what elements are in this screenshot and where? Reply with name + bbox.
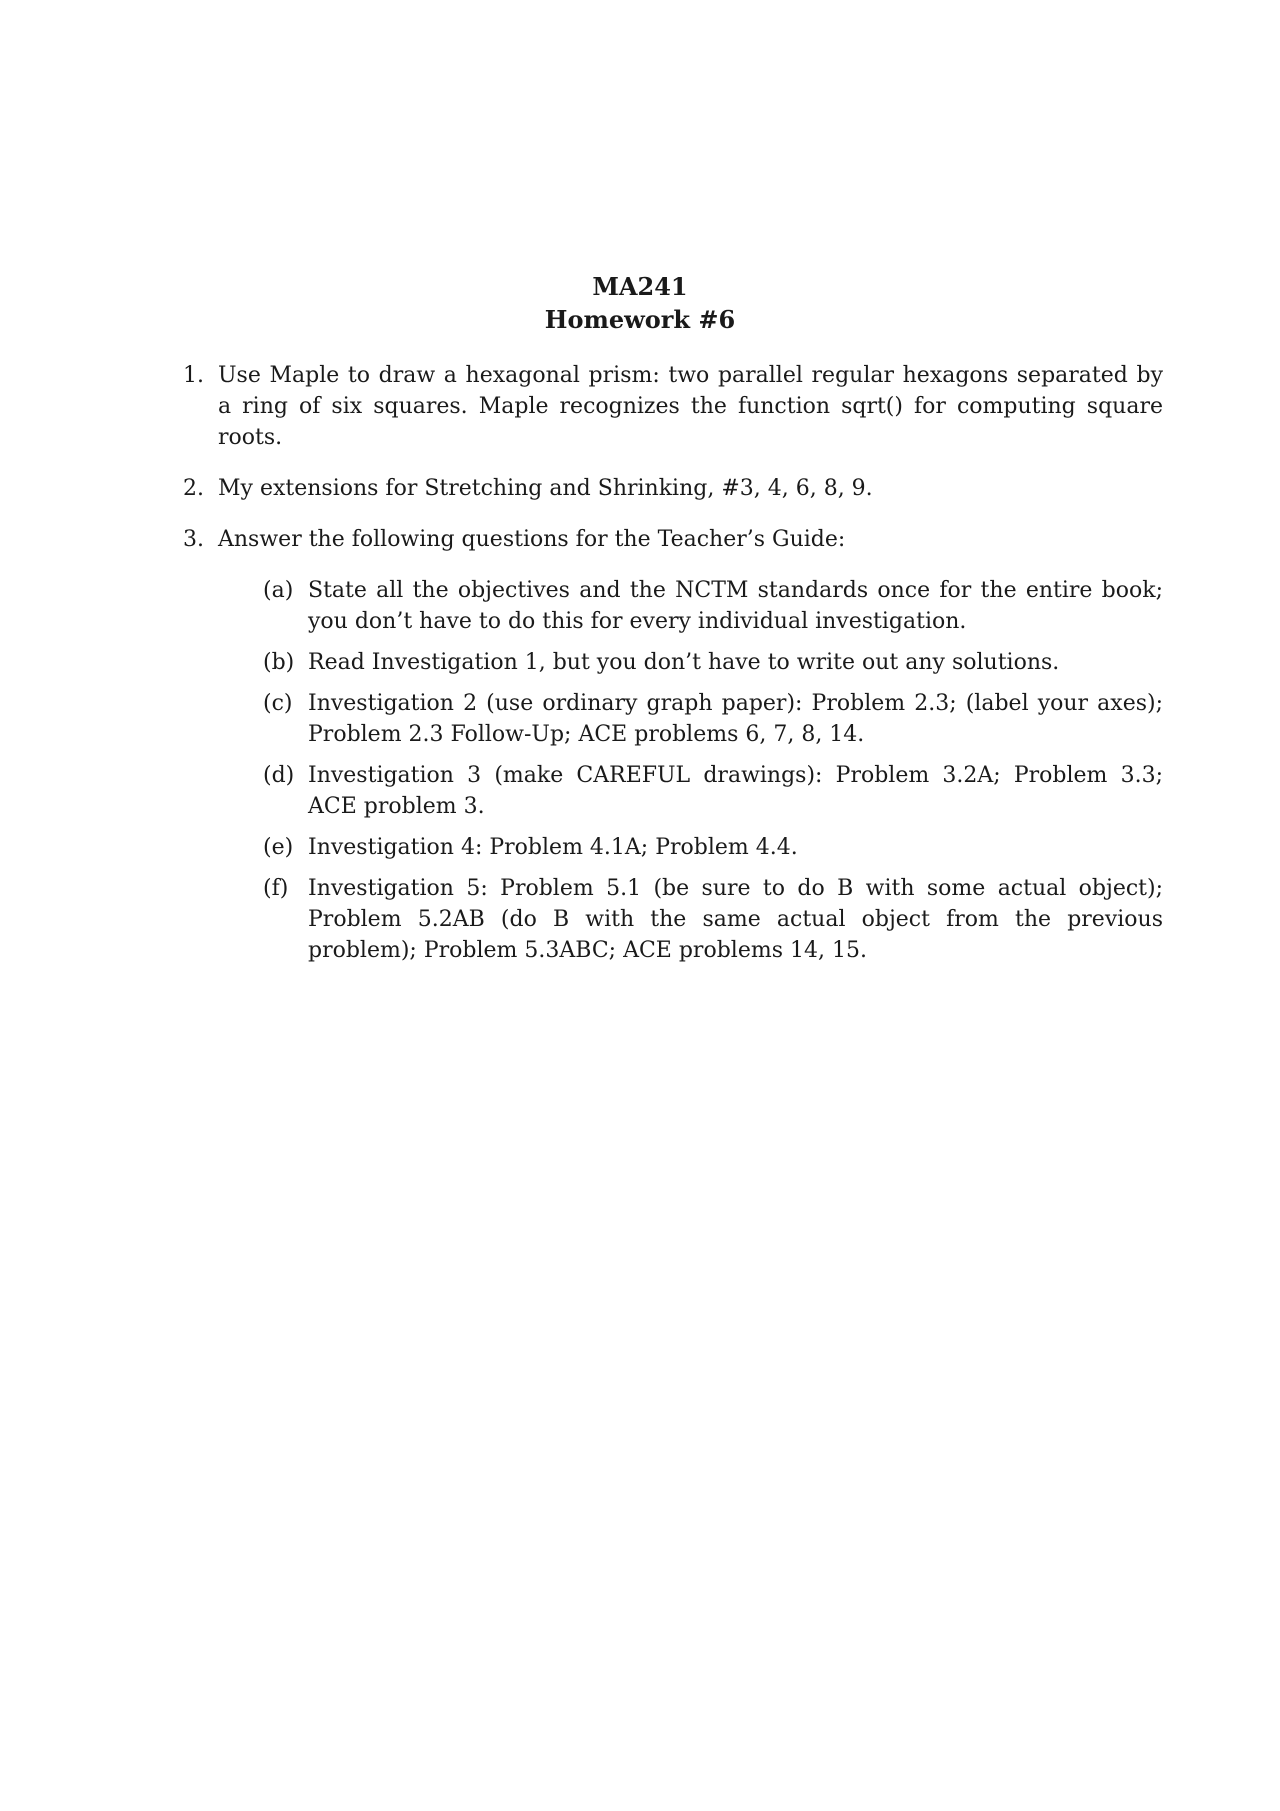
sub-list bbox=[218, 575, 1163, 966]
item-text: Answer the following questions for the Teacher’s Guide: bbox=[218, 527, 846, 552]
sub-item-text: Investigation 4: Problem 4.1A; Problem 4.4. bbox=[308, 835, 798, 860]
homework-list bbox=[183, 360, 1163, 986]
sub-list-item bbox=[218, 832, 1163, 863]
sub-item-label: (b) bbox=[263, 650, 295, 675]
sub-item-text: Read Investigation 1, but you don’t have to write out any solutions. bbox=[308, 650, 1060, 675]
item-number: 1. bbox=[183, 363, 204, 388]
sub-item-label: (c) bbox=[263, 691, 293, 716]
sub-item-text: State all the objectives and the NCTM standards once for the entire book; you don’t have to do this for every individual investigation. bbox=[308, 578, 1163, 634]
sub-list-item bbox=[218, 575, 1163, 637]
document-header bbox=[0, 270, 1280, 336]
item-text: Use Maple to draw a hexagonal prism: two parallel regular hexagons separated by a ring of six squares. Maple recognizes the function sqrt() for computing square roots. bbox=[218, 363, 1163, 450]
page-title: Homework #6 bbox=[544, 305, 736, 334]
item-text: My extensions for Stretching and Shrinking, #3, 4, 6, 8, 9. bbox=[218, 476, 873, 501]
list-item bbox=[183, 524, 1163, 966]
sub-item-label: (f) bbox=[263, 876, 289, 901]
sub-item-text: Investigation 3 (make CAREFUL drawings): Problem 3.2A; Problem 3.3; ACE problem 3. bbox=[308, 763, 1163, 819]
sub-list-item bbox=[218, 688, 1163, 750]
sub-item-label: (e) bbox=[263, 835, 294, 860]
list-item bbox=[183, 360, 1163, 453]
course-code: MA241 bbox=[592, 272, 688, 301]
sub-item-text: Investigation 5: Problem 5.1 (be sure to do B with some actual object); Problem 5.2AB (do B with the same actual object from the previous problem); Problem 5.3ABC; ACE problems 14, 15. bbox=[308, 876, 1163, 963]
list-item bbox=[183, 473, 1163, 504]
item-number: 3. bbox=[183, 527, 204, 552]
sub-list-item bbox=[218, 760, 1163, 822]
sub-item-label: (a) bbox=[263, 578, 294, 603]
sub-list-item bbox=[218, 647, 1163, 678]
sub-list-item bbox=[218, 873, 1163, 966]
sub-item-label: (d) bbox=[263, 763, 295, 788]
sub-item-text: Investigation 2 (use ordinary graph paper): Problem 2.3; (label your axes); Problem 2.3 Follow-Up; ACE problems 6, 7, 8, 14. bbox=[308, 691, 1163, 747]
item-number: 2. bbox=[183, 476, 204, 501]
